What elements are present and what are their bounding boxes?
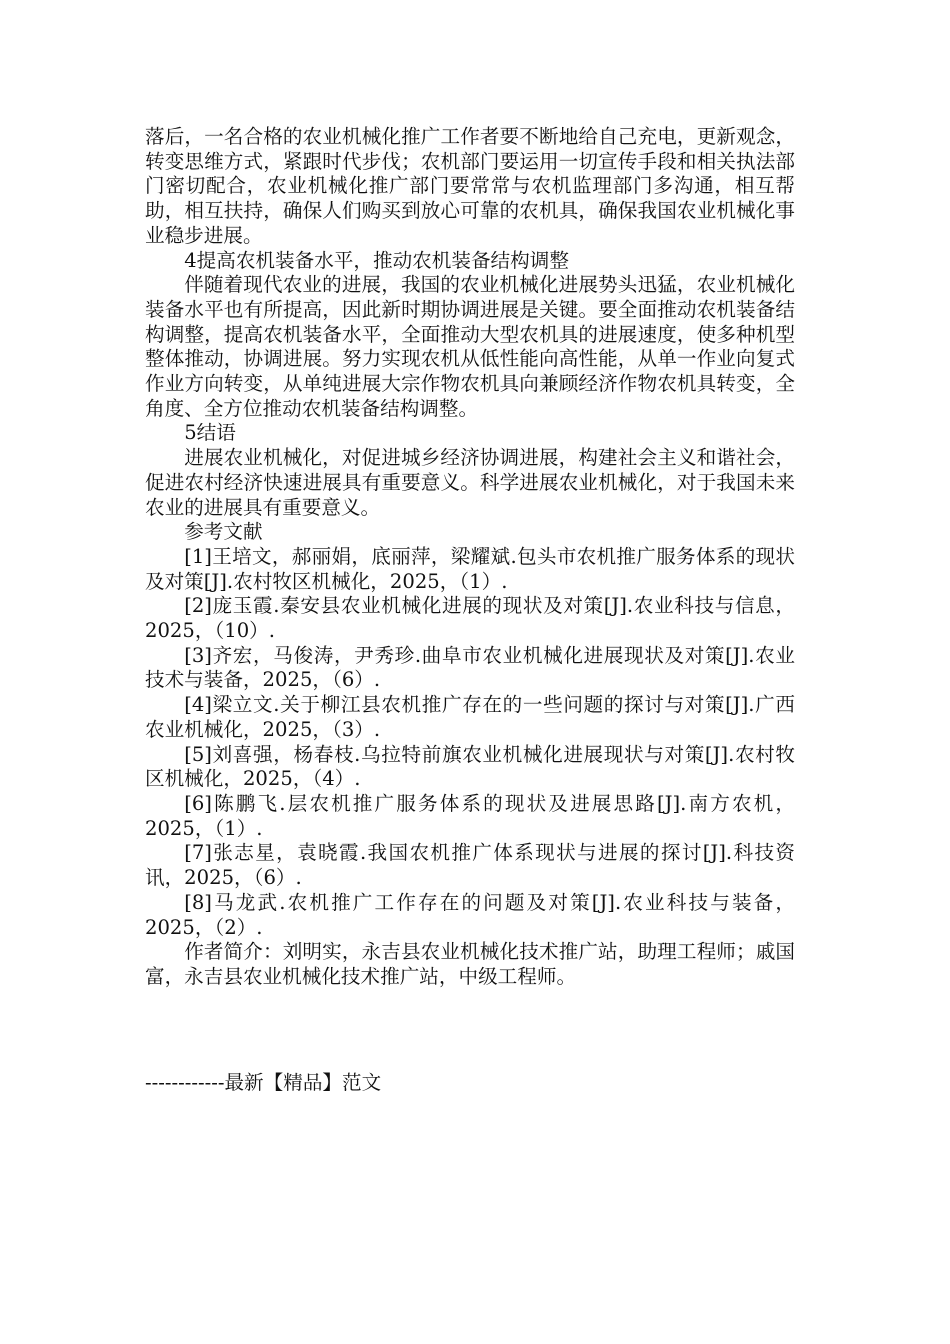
author-intro: 作者简介：刘明实，永吉县农业机械化技术推广站，助理工程师；戚国富，永吉县农业机械化技术推广站，中级工程师。 xyxy=(145,940,795,988)
references-heading: 参考文献 xyxy=(184,520,263,544)
section-5-paragraph: 进展农业机械化，对促进城乡经济协调进展，构建社会主义和谐社会，促进农村经济快速进展具有重要意义。科学进展农业机械化，对于我国未来农业的进展具有重要意义。 xyxy=(145,446,795,519)
footer-tagline: ------------最新【精品】范文 xyxy=(145,1071,382,1094)
reference-item: [5]刘喜强，杨春枝.乌拉特前旗农业机械化进展现状与对策[J].农村牧区机械化，2025，（4）. xyxy=(145,742,795,791)
section-4-heading: 4提高农机装备水平，推动农机装备结构调整 xyxy=(184,248,569,272)
reference-item: [6]陈鹏飞.层农机推广服务体系的现状及进展思路[J].南方农机， 2025，（1）. xyxy=(145,791,795,840)
reference-item: [1]王培文，郝丽娟，底丽萍，梁耀斌.包头市农机推广服务体系的现状及对策[J].农村牧区机械化，2025，（1）. xyxy=(145,544,795,593)
reference-item: [2]庞玉霞.秦安县农业机械化进展的现状及对策[J].农业科技与信息，2025，（10）. xyxy=(145,594,795,643)
section-5-heading: 5结语 xyxy=(184,421,236,445)
intro-paragraph: 落后，一名合格的农业机械化推广工作者要不断地给自己充电，更新观念，转变思维方式，紧跟时代步伐；农机部门要运用一切宣传手段和相关执法部门密切配合，农业机械化推广部门要常常与农机监理部门多沟通，相互帮助，相互扶持，确保人们购买到放心可靠的农机具，确保我国农业机械化事业稳步进展。 xyxy=(145,125,795,247)
section-4-paragraph: 伴随着现代农业的进展，我国的农业机械化进展势头迅猛，农业机械化装备水平也有所提高，因此新时期协调进展是关键。要全面推动农机装备结构调整，提高农机装备水平，全面推动大型农机具的进展速度，使多种机型整体推动，协调进展。努力实现农机从低性能向高性能，从单一作业向复式作业方向转变，从单纯进展大宗作物农机具向兼顾经济作物农机具转变，全角度、全方位推动农机装备结构调整。 xyxy=(145,273,795,420)
reference-item: [3]齐宏，马俊涛，尹秀珍.曲阜市农业机械化进展现状及对策[J].农业技术与装备，2025，（6）. xyxy=(145,643,795,692)
reference-item: [7]张志星，袁晓霞.我国农机推广体系现状与进展的探讨[J].科技资讯，2025，（6）. xyxy=(145,841,795,890)
document-body xyxy=(145,125,795,990)
reference-item: [4]梁立文.关于柳江县农机推广存在的一些问题的探讨与对策[J].广西农业机械化，2025，（3）. xyxy=(145,693,795,741)
reference-list xyxy=(145,545,795,940)
reference-item: [8]马龙武.农机推广工作存在的问题及对策[J].农业科技与装备，2025，（2）. xyxy=(145,890,795,939)
